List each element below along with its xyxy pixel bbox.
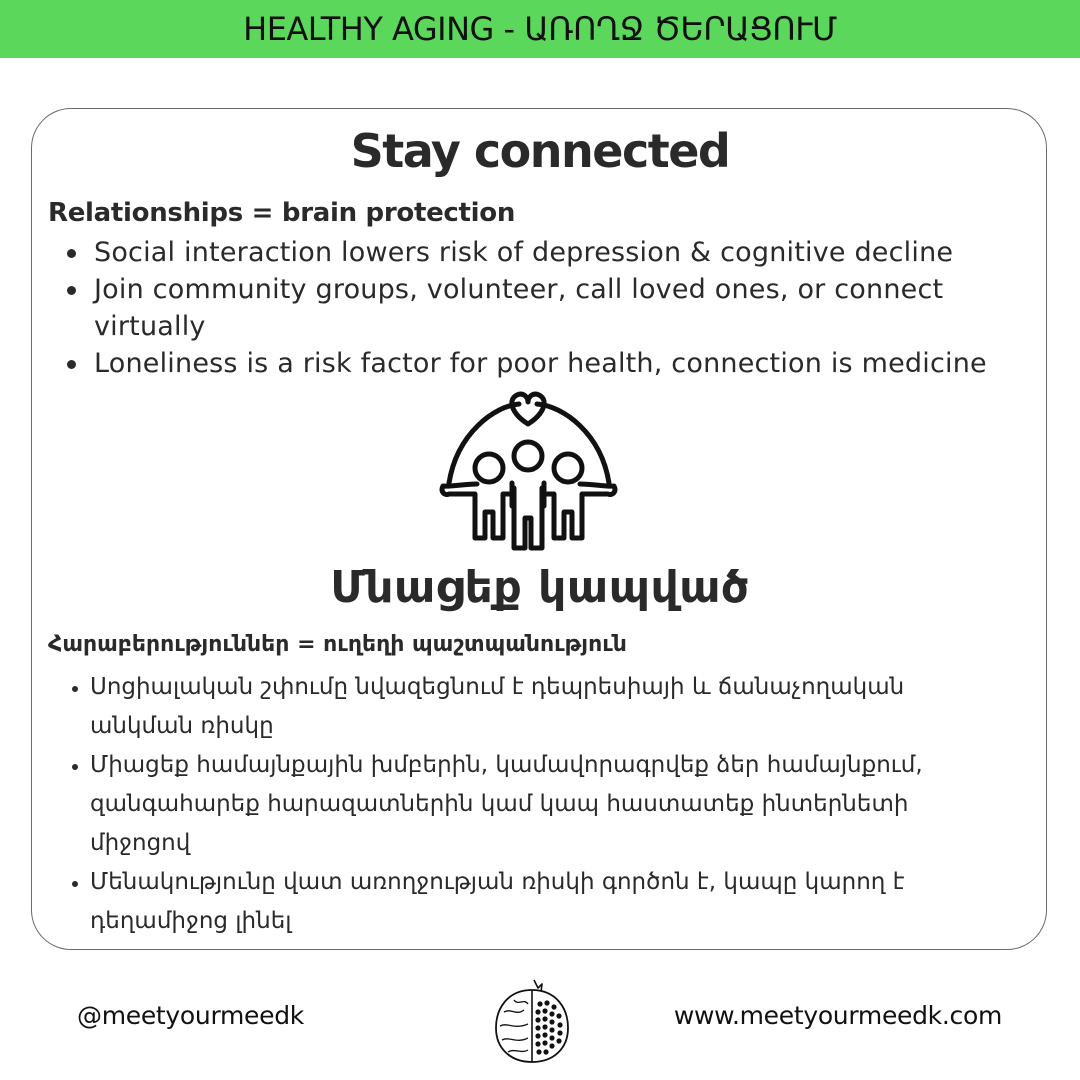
- family-heart-icon: [437, 388, 621, 556]
- list-item: Սոցիալական շփումը նվազեցնում է դեպրեսիայի և ճանաչողական անկման ռիսկը: [48, 668, 978, 746]
- armenian-title: Մնացեք կապված: [330, 562, 750, 613]
- armenian-heading: Հարաբերություններ = ուղեղի պաշտպանություն: [48, 632, 627, 657]
- english-bullet-list: [48, 234, 1048, 382]
- list-item: Social interaction lowers risk of depression & cognitive decline: [48, 234, 1048, 271]
- list-item: Loneliness is a risk factor for poor health, connection is medicine: [48, 345, 1048, 382]
- list-item: Join community groups, volunteer, call loved ones, or connect virtually: [48, 271, 1048, 345]
- list-item: Միացեք համայնքային խմբերին, կամավորագրվեք ձեր համայնքում, զանգահարեք հարազատներին կամ կապ հաստատեք ինտերնետի միջոցով: [48, 746, 978, 863]
- brain-pomegranate-logo: [494, 976, 570, 1066]
- armenian-bullet-list: [48, 668, 978, 941]
- header-banner: [0, 0, 1080, 58]
- social-handle[interactable]: @meetyourmeedk: [77, 1001, 304, 1030]
- website-link[interactable]: www.meetyourmeedk.com: [673, 1001, 1002, 1030]
- list-item: Մենակությունը վատ առողջության ռիսկի գործոն է, կապը կարող է դեղամիջոց լինել: [48, 863, 978, 941]
- english-title: Stay connected: [350, 124, 730, 178]
- english-heading: Relationships = brain protection: [48, 198, 516, 228]
- banner-title: HEALTHY AGING - ԱՌՈՂՋ ԾԵՐԱՑՈՒՄ: [243, 10, 837, 48]
